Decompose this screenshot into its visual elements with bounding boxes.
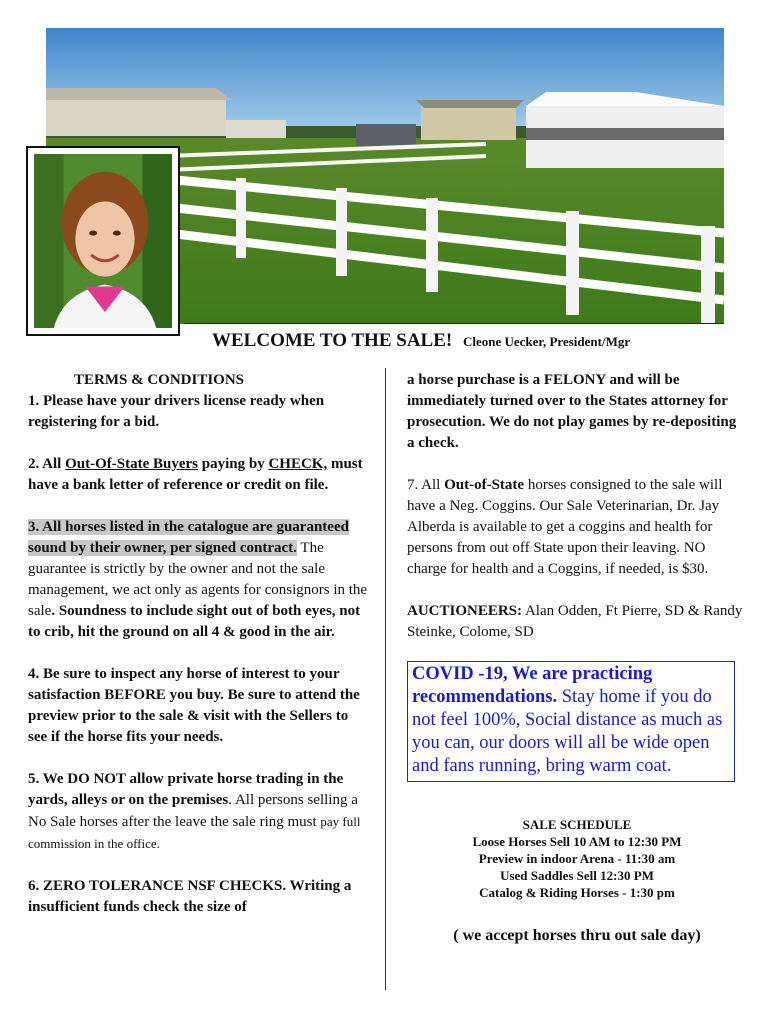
welcome-title: WELCOME TO THE SALE! [212,330,453,351]
term-3-guarantee: 3. All horses listed in the catalogue are guaranteed sound by their owner, per signed contract. [28,519,349,556]
out-of-state-buyers: Out-Of-State Buyers [65,456,198,472]
term-2: 2. All Out-Of-State Buyers paying by CHECK, must have a bank letter of reference or credit on file. [28,456,363,493]
term-3: 3. All horses listed in the catalogue are guaranteed sound by their owner, per signed contract. The guarantee is strictly by the owner and not the sale management, we act only as agents for consignors in the sale. Soundness to include sight out of both eyes, not to crib, hit the ground on all 4 & good in the air. [28,519,368,640]
right-column [407,370,747,946]
terms-title: TERMS & CONDITIONS [74,372,245,388]
term-3-soundness: Soundness to include sight out of both eyes, not to crib, hit the ground on all 4 & good in the air. [28,603,361,640]
schedule-title: SALE SCHEDULE [522,817,632,832]
term-6: 6. ZERO TOLERANCE NSF CHECKS. Writing a insufficient funds check the size of [28,878,352,915]
schedule-item: Used Saddles Sell 12:30 PM [500,868,654,883]
schedule-item: Catalog & Riding Horses - 1:30 pm [479,885,675,900]
president-name: Cleone Uecker, President/Mgr [462,334,631,349]
covid-notice: COVID -19, We are practicing recommendations. Stay home if you do not feel 100%, Social distance as much as you can, our doors will all be wide open and fans running, bring warm coat. [407,661,735,782]
term-4: 4. Be sure to inspect any horse of interest to your satisfaction BEFORE you buy. Be sure to attend the preview prior to the sale & visit with the Sellers to see if the horse fits your needs. [28,666,360,745]
header-rule [184,323,724,324]
left-column [28,370,368,918]
president-portrait [26,146,180,336]
schedule-item: Loose Horses Sell 10 AM to 12:30 PM [472,834,682,849]
term-1: 1. Please have your drivers license ready when registering for a bid. [28,393,325,430]
column-divider [385,368,386,990]
term-7: 7. All Out-of-State horses consigned to the sale will have a Neg. Coggins. Our Sale Veterinarian, Dr. Jay Alberda is available to get a coggins and health for persons from out off State upon their leaving. NO charge for health and a Coggins, if needed, is $30. [407,477,723,577]
accept-note: ( we accept horses thru out sale day) [453,927,701,944]
felony-text: a horse purchase is a FELONY and will be immediately turned over to the States attorney for prosecution. We do not play games by re-depositing a check. [407,372,737,451]
sale-schedule [407,816,747,901]
check-word: CHECK, [268,456,328,472]
auctioneers: AUCTIONEERS: Alan Odden, Ft Pierre, SD & Randy Steinke, Colome, SD [407,603,743,640]
term-5: 5. We DO NOT allow private horse trading in the yards, alleys or on the premises. All persons selling a No Sale horses after the leave the sale ring must pay full commission in the office. [28,771,361,851]
welcome-heading [212,330,630,352]
schedule-item: Preview in indoor Arena - 11:30 am [478,851,676,866]
